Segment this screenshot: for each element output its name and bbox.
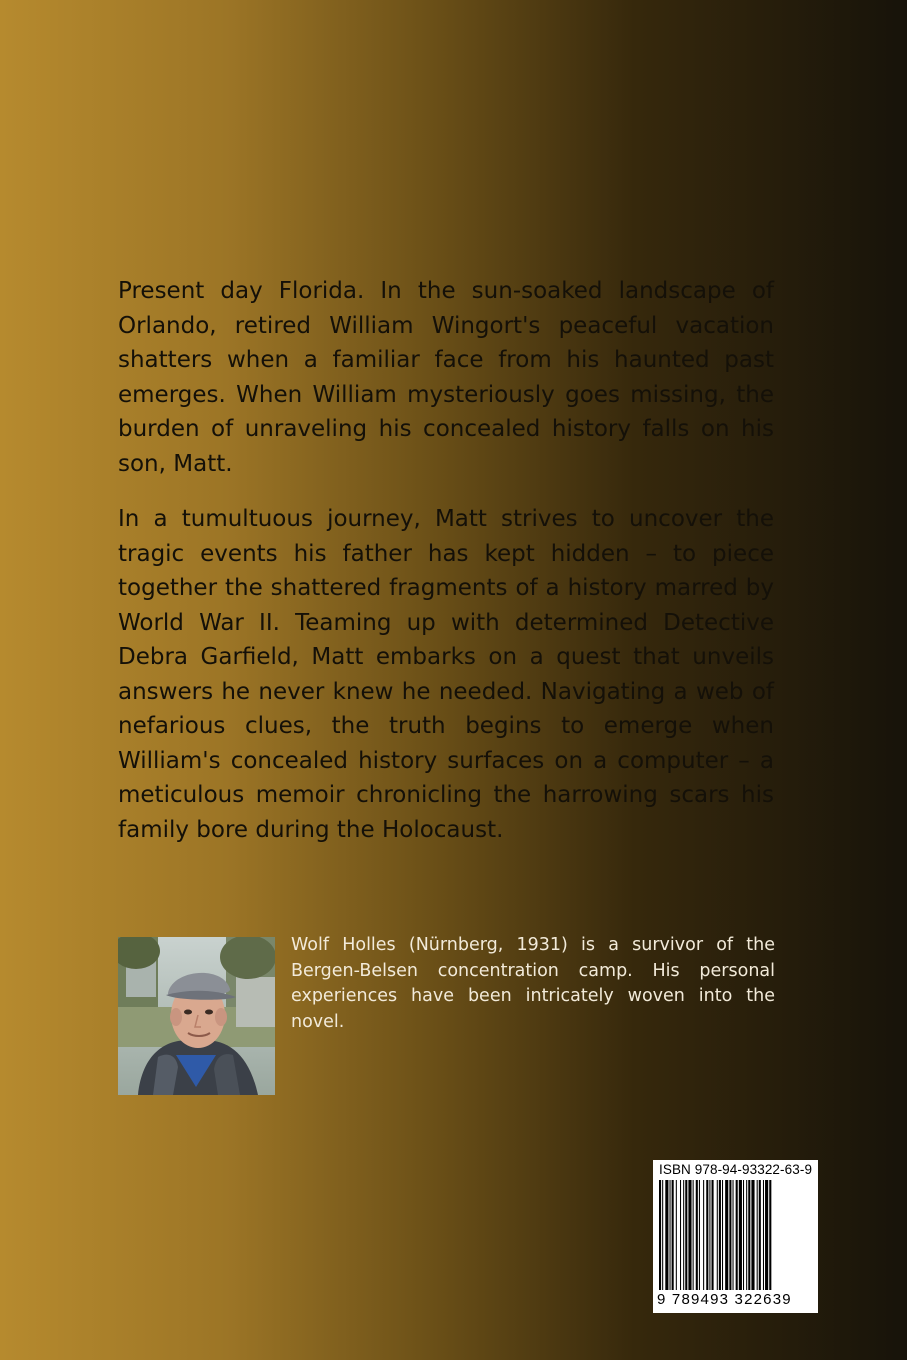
blurb-paragraph-1: Present day Florida. In the sun-soaked landscape of Orlando, retired William Wingort's peaceful vacation shatters when a familiar face from his haunted past emerges. When William mysteriously goes missing, the burden of unraveling his concealed history falls on his son, Matt.	[118, 278, 774, 477]
author-portrait-image	[118, 937, 275, 1095]
blurb	[118, 274, 774, 868]
barcode-bar	[725, 1180, 728, 1290]
barcode-bar	[706, 1180, 708, 1290]
barcode-bar	[729, 1180, 731, 1290]
barcode-bar	[670, 1180, 671, 1290]
barcode-bar	[662, 1180, 663, 1290]
barcode-bar	[665, 1180, 668, 1290]
barcode-bar	[688, 1180, 691, 1290]
barcode-bar	[659, 1180, 661, 1290]
barcode-bar	[680, 1180, 681, 1290]
barcode-bar	[739, 1180, 742, 1290]
barcode-bar	[699, 1180, 700, 1290]
barcode-bar	[757, 1180, 758, 1290]
barcode-bar	[672, 1180, 674, 1290]
barcode-bar	[717, 1180, 718, 1290]
barcode-bar	[722, 1180, 723, 1290]
isbn-label: ISBN 978-94-93322-63-9	[659, 1162, 813, 1177]
barcode-bar	[693, 1180, 694, 1290]
barcode-digits: 9 789493 322639	[657, 1291, 792, 1308]
barcode-bar	[769, 1180, 771, 1290]
author-photo	[118, 937, 275, 1095]
barcode-bar	[751, 1180, 754, 1290]
barcode-bar	[685, 1180, 687, 1290]
isbn-barcode	[653, 1160, 818, 1313]
barcode-bar	[743, 1180, 744, 1290]
author-bio: Wolf Holles (Nürnberg, 1931) is a survivor of the Bergen-Belsen concentration camp. His personal experiences have been intricately woven into the novel.	[291, 935, 775, 1032]
barcode-bar	[765, 1180, 768, 1290]
barcode-bar	[712, 1180, 714, 1290]
barcode-bar	[733, 1180, 734, 1290]
blurb-paragraph-2: In a tumultuous journey, Matt strives to uncover the tragic events his father has kept hidden – to piece together the shattered fragments of a history marred by World War II. Teaming up with determined Detective Debra Garfield, Matt embarks on a quest that unveils answers he never knew he needed. Navigating a web of nefarious clues, the truth begins to emerge when William's concealed history surfaces on a computer – a meticulous memoir chronicling the harrowing scars his family bore during the Holocaust.	[118, 506, 774, 843]
barcode-bar	[746, 1180, 747, 1290]
barcode-bar	[759, 1180, 761, 1290]
barcode-bar	[748, 1180, 750, 1290]
barcode-bar	[683, 1180, 684, 1290]
barcode-bar	[676, 1180, 677, 1290]
barcode-bar	[703, 1180, 704, 1290]
barcode-bar	[763, 1180, 764, 1290]
barcode-bars	[659, 1180, 812, 1292]
barcode-bar	[736, 1180, 738, 1290]
barcode-bar	[696, 1180, 698, 1290]
barcode-bar	[719, 1180, 721, 1290]
barcode-bar	[709, 1180, 710, 1290]
